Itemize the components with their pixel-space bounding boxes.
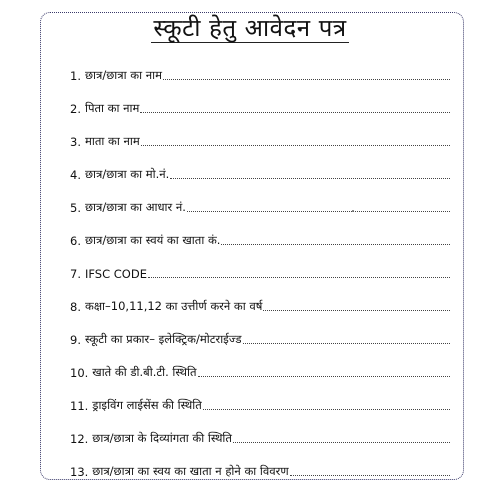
form-field-account-number (70, 215, 450, 248)
fill-in-line[interactable] (203, 408, 450, 410)
field-number: 12. (70, 432, 89, 446)
field-number: 8. (70, 300, 81, 314)
field-label: पिता का नाम (84, 101, 140, 115)
fill-in-line[interactable] (187, 210, 450, 212)
form-field-pass-year (70, 281, 450, 314)
field-label: छात्र/छात्रा का आधार नं. (84, 200, 186, 214)
form-field-aadhaar (70, 182, 450, 215)
fill-in-line[interactable] (170, 177, 450, 179)
field-number: 4. (70, 168, 81, 182)
field-number: 13. (70, 465, 89, 479)
scan-speck (352, 210, 354, 212)
field-number: 7. (70, 267, 81, 281)
form-title (0, 14, 500, 43)
field-label: छात्र/छात्रा का स्वयं का खाता कं. (84, 233, 221, 247)
form-fields-list (70, 50, 450, 479)
fill-in-line[interactable] (233, 441, 450, 443)
field-label: छात्र/छात्रा के दिव्यांगता की स्थिति (92, 431, 232, 445)
field-number: 10. (70, 366, 89, 380)
form-field-ifsc (70, 248, 450, 281)
fill-in-line[interactable] (198, 375, 450, 377)
field-label: स्कूटी का प्रकार– इलेक्ट्रिक/मोटराईज्ड (84, 332, 242, 346)
form-title-text: स्कूटी हेतु आवेदन पत्र (153, 14, 347, 42)
form-field-scooty-type (70, 314, 450, 347)
field-label: खाते की डी.बी.टी. स्थिति (92, 365, 197, 379)
fill-in-line[interactable] (290, 474, 450, 476)
field-label: कक्षा–10,11,12 का उत्तीर्ण करने का वर्ष (84, 299, 263, 313)
fill-in-line[interactable] (243, 342, 450, 344)
form-field-mobile (70, 149, 450, 182)
form-field-father-name (70, 83, 450, 116)
form-field-mother-name (70, 116, 450, 149)
field-number: 11. (70, 399, 89, 413)
fill-in-line[interactable] (163, 78, 450, 80)
fill-in-line[interactable] (140, 111, 450, 113)
field-number: 6. (70, 234, 81, 248)
fill-in-line[interactable] (221, 243, 450, 245)
field-label: छात्र/छात्रा का मो.नं. (84, 167, 170, 181)
field-label: छात्र/छात्रा का नाम (84, 68, 162, 82)
field-label: IFSC CODE (84, 267, 147, 281)
form-field-name (70, 50, 450, 83)
field-label: छात्र/छात्रा का स्वय का खाता न होने का विवरण (92, 464, 289, 478)
fill-in-line[interactable] (141, 144, 450, 146)
field-number: 5. (70, 201, 81, 215)
field-number: 3. (70, 135, 81, 149)
field-label: ड्राइविंग लाईसेंस की स्थिति (92, 398, 202, 412)
form-field-no-account-reason (70, 446, 450, 479)
form-field-disability-status (70, 413, 450, 446)
form-field-license-status (70, 380, 450, 413)
field-number: 2. (70, 102, 81, 116)
field-label: माता का नाम (84, 134, 140, 148)
field-number: 9. (70, 333, 81, 347)
form-field-dbt-status (70, 347, 450, 380)
field-number: 1. (70, 69, 81, 83)
fill-in-line[interactable] (148, 276, 450, 278)
fill-in-line[interactable] (263, 309, 450, 311)
